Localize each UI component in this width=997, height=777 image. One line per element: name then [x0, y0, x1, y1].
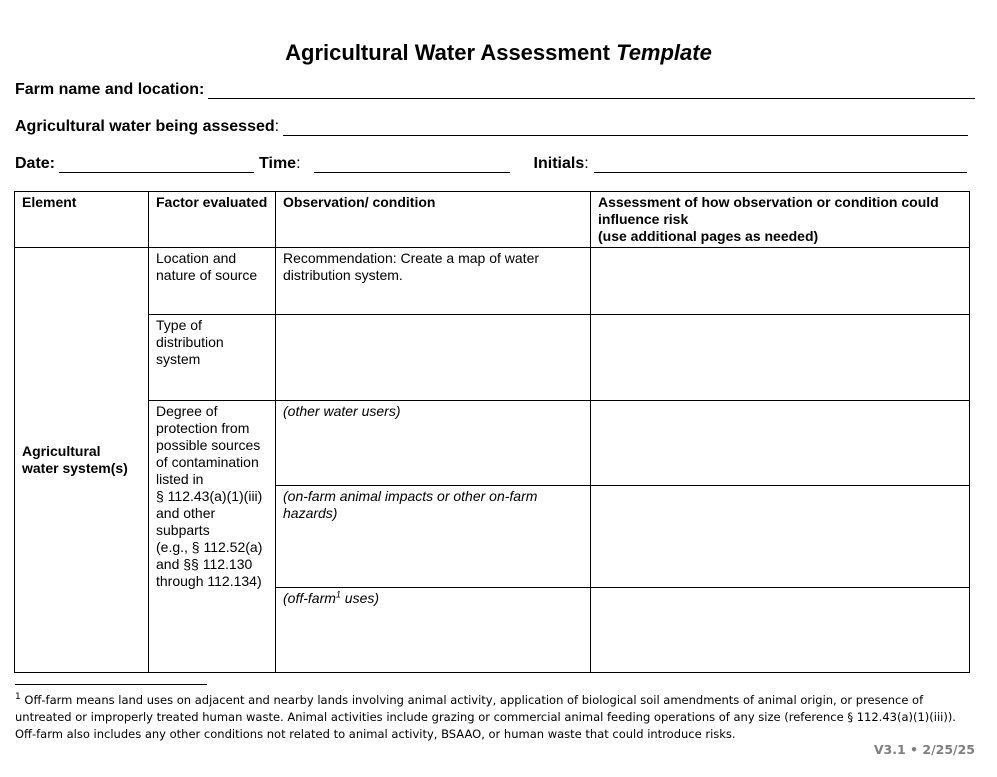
- assessment-cell-on-farm[interactable]: [591, 486, 970, 588]
- table-row-distribution: [15, 315, 970, 401]
- factor-protection-line-3: (e.g., § 112.52(a) and §§ 112.130 through 112.134): [156, 539, 263, 589]
- page-title: [0, 40, 997, 66]
- initials-line[interactable]: [594, 158, 967, 173]
- title-main: Agricultural Water Assessment: [285, 40, 610, 65]
- header-row: [15, 192, 970, 248]
- header-assessment-note: (use additional pages as needed): [598, 228, 819, 244]
- element-cell: Agricultural water system(s): [15, 248, 149, 673]
- footnote-marker: 1: [15, 692, 21, 703]
- date-label: Date:: [15, 155, 56, 172]
- table-row-other-users: [15, 401, 970, 486]
- date-line[interactable]: [59, 158, 254, 173]
- version-stamp: V3.1 • 2/25/25: [873, 742, 975, 757]
- header-factor: Factor evaluated: [149, 192, 276, 248]
- date-time-initials-row: Date: Time : Initials :: [15, 155, 967, 173]
- observation-on-farm: (on-farm animal impacts or other on-farm hazards): [276, 486, 591, 588]
- observation-off-farm: (off-farm$^1$ uses): [276, 588, 591, 673]
- factor-protection-line-2: § 112.43(a)(1)(iii) and other subparts: [156, 488, 263, 538]
- water-assessed-line[interactable]: [283, 121, 968, 136]
- farm-name-row: [15, 81, 975, 99]
- observation-recommendation: Recommendation: Create a map of water distribution system.: [276, 248, 591, 315]
- factor-distribution: Type of distribution system: [149, 315, 276, 401]
- factor-protection: [149, 401, 276, 673]
- water-assessed-row: Agricultural water being assessed :: [15, 118, 968, 136]
- time-label: Time: [259, 155, 297, 172]
- footnote-ref[interactable]: 1: [335, 589, 341, 600]
- header-assessment: [591, 192, 970, 248]
- factor-protection-line-1: Degree of protection from possible sources of contamination listed in: [156, 403, 261, 487]
- footnote-text: Off-farm means land uses on adjacent and nearby lands involving animal activity, application of biological soil amendments of animal origin, or presence of untreated or improperly treated human waste. Animal activities include grazing or commercial animal feeding operations of any size (reference § 112.43(a)(1)(iii)). Off-farm also includes any other conditions not related to animal activity, BSAAO, or human waste that could introduce risks.: [15, 693, 956, 741]
- assessment-table: [14, 191, 970, 673]
- footnote-separator: [15, 684, 207, 685]
- assessment-cell-location[interactable]: [591, 248, 970, 315]
- header-element: Element: [15, 192, 149, 248]
- farm-name-line[interactable]: [208, 84, 975, 99]
- time-line[interactable]: [314, 158, 510, 173]
- assessment-cell-distribution[interactable]: [591, 315, 970, 401]
- title-italic: Template: [616, 40, 712, 65]
- observation-other-users: (other water users): [276, 401, 591, 486]
- assessment-cell-other-users[interactable]: [591, 401, 970, 486]
- footnote: [15, 692, 975, 743]
- factor-location: Location and nature of source: [149, 248, 276, 315]
- header-observation: Observation/ condition: [276, 192, 591, 248]
- observation-cell-distribution[interactable]: [276, 315, 591, 401]
- assessment-cell-off-farm[interactable]: [591, 588, 970, 673]
- farm-name-label: Farm name and location:: [15, 81, 205, 98]
- table-row-location: [15, 248, 970, 315]
- header-assessment-text: Assessment of how observation or condition could influence risk: [598, 194, 939, 227]
- initials-label: Initials: [533, 155, 585, 172]
- water-assessed-label: Agricultural water being assessed: [15, 118, 275, 135]
